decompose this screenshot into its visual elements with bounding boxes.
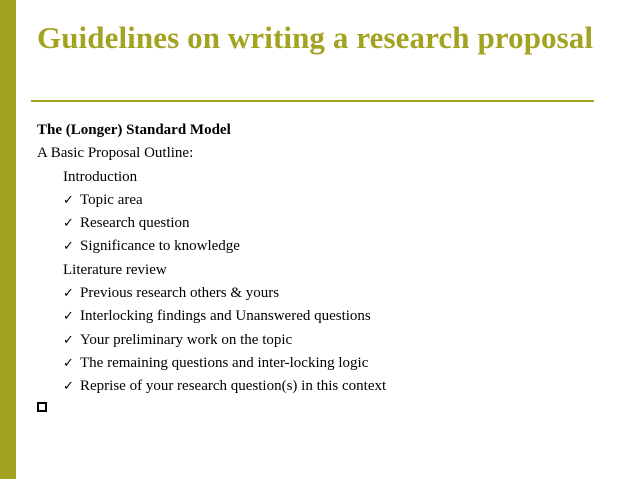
check-icon: ✓: [63, 355, 74, 371]
list-item-text: Your preliminary work on the topic: [80, 331, 293, 348]
list-item: [37, 189, 617, 212]
list-item: [37, 375, 617, 398]
list-item: [37, 305, 617, 328]
list-item-text: Significance to knowledge: [80, 238, 240, 255]
square-bullet-icon: [37, 402, 47, 412]
body-subheading: A Basic Proposal Outline:: [37, 145, 194, 162]
list-item: [37, 282, 617, 305]
section-label-introduction: Introduction: [63, 168, 138, 185]
slide-body: [37, 119, 617, 399]
list-item-text: Reprise of your research question(s) in this context: [80, 378, 387, 395]
title-divider: [31, 100, 594, 102]
list-item: [37, 235, 617, 258]
body-heading: The (Longer) Standard Model: [37, 122, 231, 138]
list-item-text: Previous research others & yours: [80, 285, 280, 302]
left-accent-bar: [0, 0, 16, 479]
check-icon: ✓: [63, 239, 74, 255]
check-icon: ✓: [63, 379, 74, 395]
check-icon: ✓: [63, 309, 74, 325]
section-label-literature-review: Literature review: [63, 261, 167, 278]
list-item-text: Topic area: [80, 191, 143, 208]
check-icon: ✓: [63, 286, 74, 302]
check-icon: ✓: [63, 332, 74, 348]
list-item-text: Interlocking findings and Unanswered questions: [80, 308, 371, 325]
check-icon: ✓: [63, 192, 74, 208]
list-item-text: Research question: [80, 215, 190, 232]
check-icon: ✓: [63, 216, 74, 232]
list-item: [37, 329, 617, 352]
list-item: [37, 352, 617, 375]
list-item: [37, 212, 617, 235]
slide-title: Guidelines on writing a research proposal: [37, 20, 594, 55]
list-item-text: The remaining questions and inter-locking logic: [80, 354, 369, 371]
